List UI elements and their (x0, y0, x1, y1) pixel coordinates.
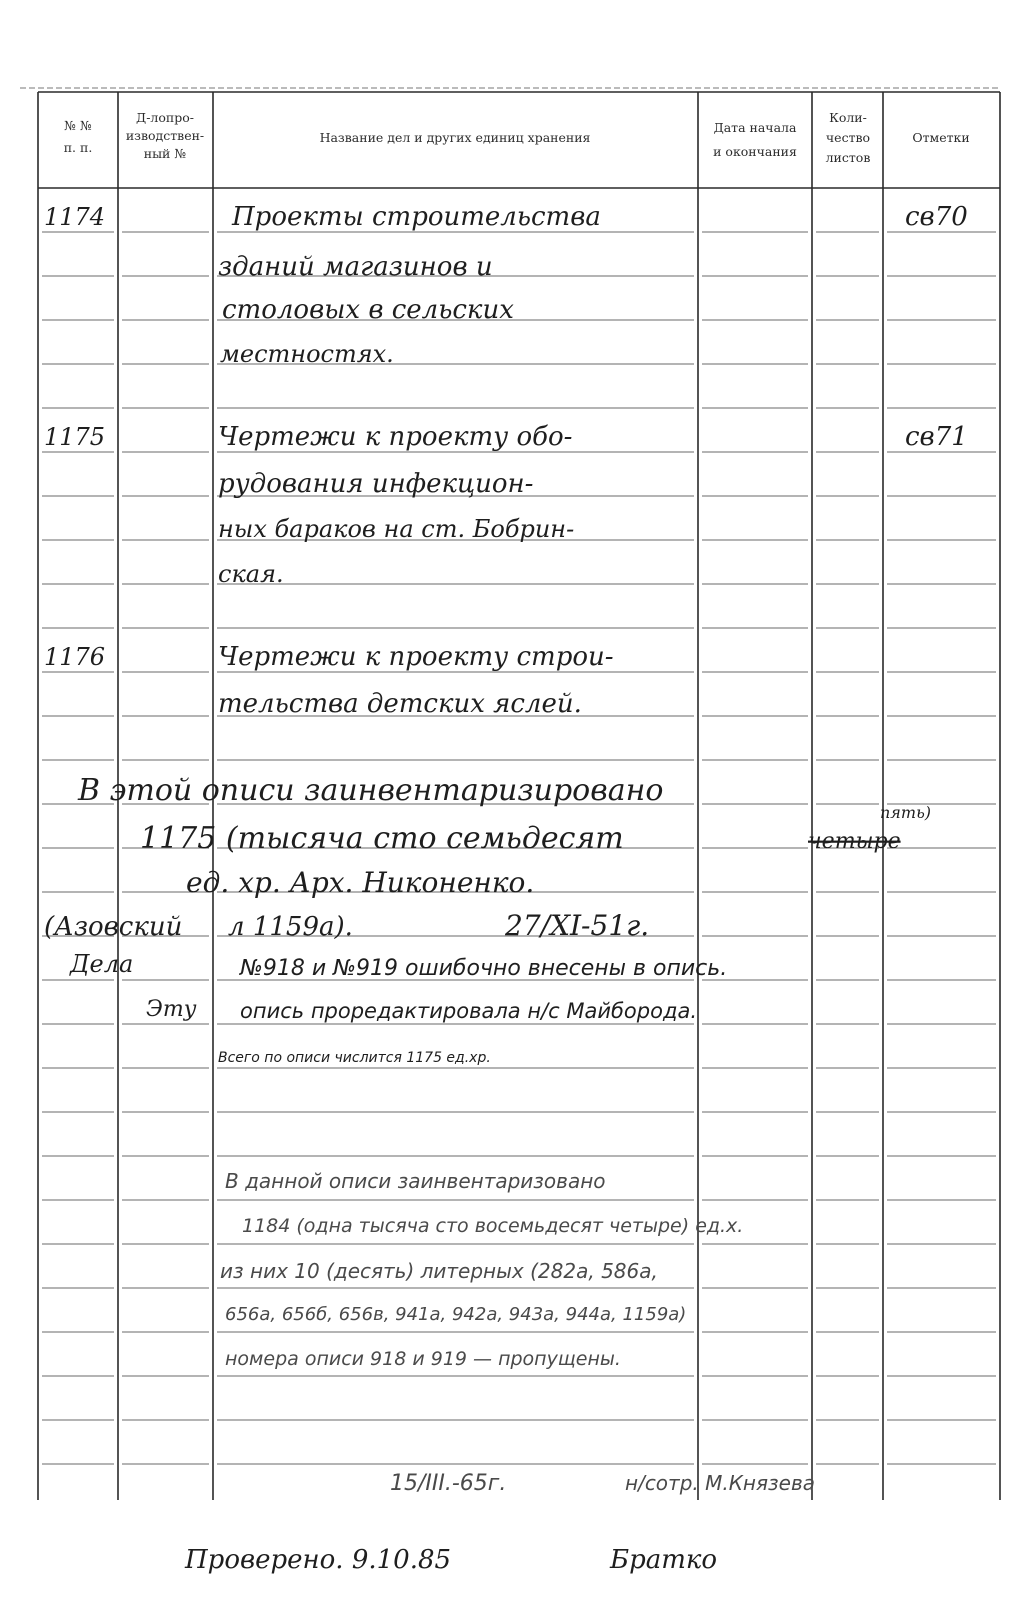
footer (184, 1471, 815, 1575)
row-title-line: Проекты строительства (232, 202, 601, 232)
cert-line-3: ед. хр. Арх. Никоненко. (186, 866, 535, 899)
row-title-line: Чертежи к проекту обо- (218, 422, 573, 452)
row-number: 1176 (44, 643, 106, 671)
header-dates-1: Дата начала (713, 120, 797, 135)
pencil-line-3: из них 10 (десять) литерных (282а, 586а, (220, 1259, 658, 1283)
header-office-1: Д-лопро- (136, 110, 194, 125)
cert-line-1: В этой описи заинвентаризировано (78, 773, 664, 808)
row-note: св70 (905, 202, 968, 232)
pencil-line-4: 656а, 656б, 656в, 941а, 942а, 943а, 944а, 1159а) (225, 1304, 687, 1325)
pencil-line-2: 1184 (одна тысяча сто восемьдесят четыре) ед.х. (242, 1215, 744, 1237)
pencil-line-1: В данной описи заинвентаризовано (225, 1169, 606, 1193)
footer-date: 15/III.-65г. (390, 1471, 507, 1496)
cert-line-4-left: (Азовский (44, 912, 183, 942)
cert-correction: пять) (880, 803, 932, 822)
row-title-line: столовых в сельских (222, 295, 514, 325)
row-number: 1174 (44, 203, 106, 231)
cert-date: 27/XI-51г. (505, 909, 650, 942)
row-title-line: Чертежи к проекту строи- (218, 642, 614, 672)
footer-checked: Проверено. 9.10.85 (185, 1545, 452, 1575)
row-note: св71 (905, 422, 968, 452)
pencil-line-5: номера описи 918 и 919 — пропущены. (225, 1348, 621, 1370)
table-row (44, 202, 968, 368)
header-title: Название дел и других единиц хранения (319, 130, 591, 145)
cert-line-6-left: Эту (146, 997, 197, 1022)
certification-note (44, 773, 931, 1066)
footer-checked-by: Братко (610, 1545, 718, 1575)
header-num-2: п. п. (63, 140, 93, 155)
header-dates-2: и окончания (713, 144, 797, 159)
pencil-note (220, 1169, 743, 1370)
cert-line-4-mid: л 1159а). (228, 912, 353, 942)
header-sheets-3: листов (825, 150, 871, 165)
footer-signature: н/сотр. М.Князева (625, 1471, 816, 1495)
cert-line-2: 1175 (тысяча сто семьдесят (140, 821, 624, 856)
header-notes: Отметки (912, 130, 970, 145)
cert-line-7: Всего по описи числится 1175 ед.хр. (218, 1050, 491, 1066)
row-title-line: ская. (218, 560, 284, 588)
row-title-line: тельства детских яслей. (218, 689, 582, 719)
table-row (44, 642, 614, 719)
cert-line-5: №918 и №919 ошибочно внесены в опись. (240, 956, 728, 981)
row-title-line: ных бараков на ст. Бобрин- (218, 515, 575, 543)
table-row (44, 422, 968, 588)
header-sheets-1: Коли- (829, 110, 867, 125)
header-sheets-2: чество (825, 130, 871, 145)
cert-line-6: опись проредактировала н/с Майборода. (240, 999, 698, 1023)
row-title-line: рудования инфекцион- (218, 469, 534, 499)
cert-struck-word: четыре (808, 829, 901, 854)
header-num-1: № № (64, 118, 92, 133)
row-title-line: местностях. (220, 340, 394, 368)
header-office-3: ный № (143, 146, 187, 161)
header-office-2: изводствен- (125, 128, 205, 143)
row-title-line: зданий магазинов и (218, 252, 493, 282)
row-number: 1175 (44, 423, 106, 451)
cert-line-5-left: Дела (70, 950, 134, 978)
